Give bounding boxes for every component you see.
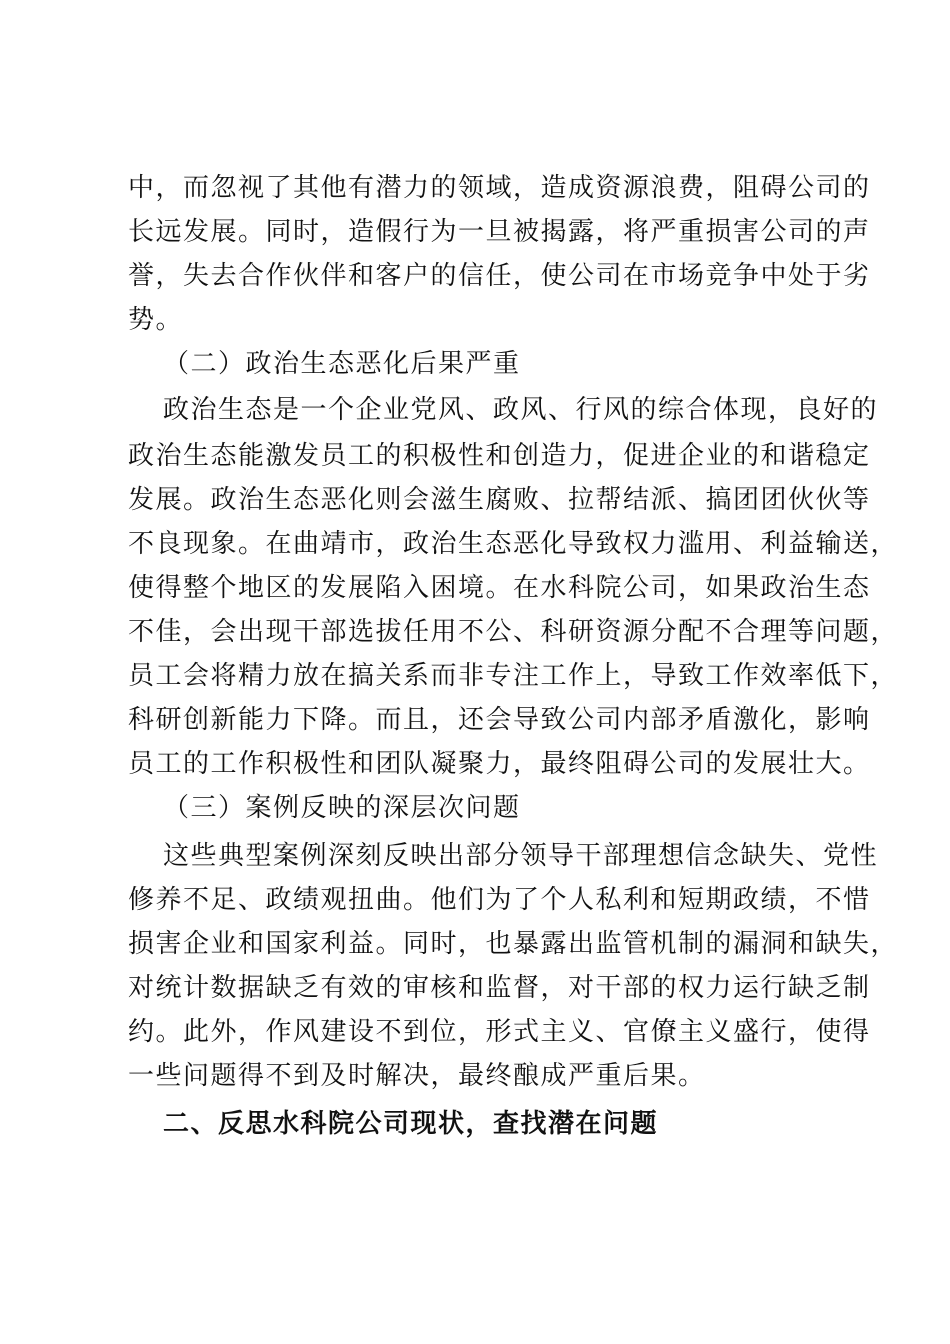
paragraph-line: 对统计数据缺乏有效的审核和监督，对干部的权力运行缺乏制 [128, 973, 871, 1003]
paragraph-line: 科研创新能力下降。而且，还会导致公司内部矛盾激化，影响 [128, 705, 871, 735]
paragraph-line: 政治生态能激发员工的积极性和创造力，促进企业的和谐稳定 [128, 441, 871, 471]
paragraph-line: 使得整个地区的发展陷入困境。在水科院公司，如果政治生态 [128, 573, 871, 603]
paragraph-line: 修养不足、政绩观扭曲。他们为了个人私利和短期政绩，不惜 [128, 885, 871, 915]
paragraph-line: 政治生态是一个企业党风、政风、行风的综合体现，良好的 [163, 395, 879, 425]
paragraph-line: 不佳，会出现干部选拔任用不公、科研资源分配不合理等问题， [128, 617, 899, 647]
chapter-heading: 二、反思水科院公司现状，查找潜在问题 [163, 1109, 659, 1139]
paragraph-line: 誉，失去合作伙伴和客户的信任，使公司在市场竞争中处于劣 [128, 261, 871, 291]
paragraph-line: 这些典型案例深刻反映出部分领导干部理想信念缺失、党性 [163, 841, 879, 871]
section-heading-3: （三）案例反映的深层次问题 [163, 793, 521, 823]
section-heading-2: （二）政治生态恶化后果严重 [163, 349, 521, 379]
paragraph-line: 员工会将精力放在搞关系而非专注工作上，导致工作效率低下， [128, 661, 899, 691]
paragraph-line: 一些问题得不到及时解决，最终酿成严重后果。 [128, 1061, 706, 1091]
paragraph-line: 约。此外，作风建设不到位，形式主义、官僚主义盛行，使得 [128, 1017, 871, 1047]
paragraph-line: 势。 [128, 305, 184, 335]
paragraph-line: 损害企业和国家利益。同时，也暴露出监管机制的漏洞和缺失， [128, 929, 899, 959]
paragraph-line: 长远发展。同时，造假行为一旦被揭露，将严重损害公司的声 [128, 217, 871, 247]
paragraph-line: 发展。政治生态恶化则会滋生腐败、拉帮结派、搞团团伙伙等 [128, 485, 871, 515]
paragraph-line: 员工的工作积极性和团队凝聚力，最终阻碍公司的发展壮大。 [128, 749, 871, 779]
paragraph-line: 中，而忽视了其他有潜力的领域，造成资源浪费，阻碍公司的 [128, 173, 871, 203]
paragraph-line: 不良现象。在曲靖市，政治生态恶化导致权力滥用、利益输送， [128, 529, 899, 559]
